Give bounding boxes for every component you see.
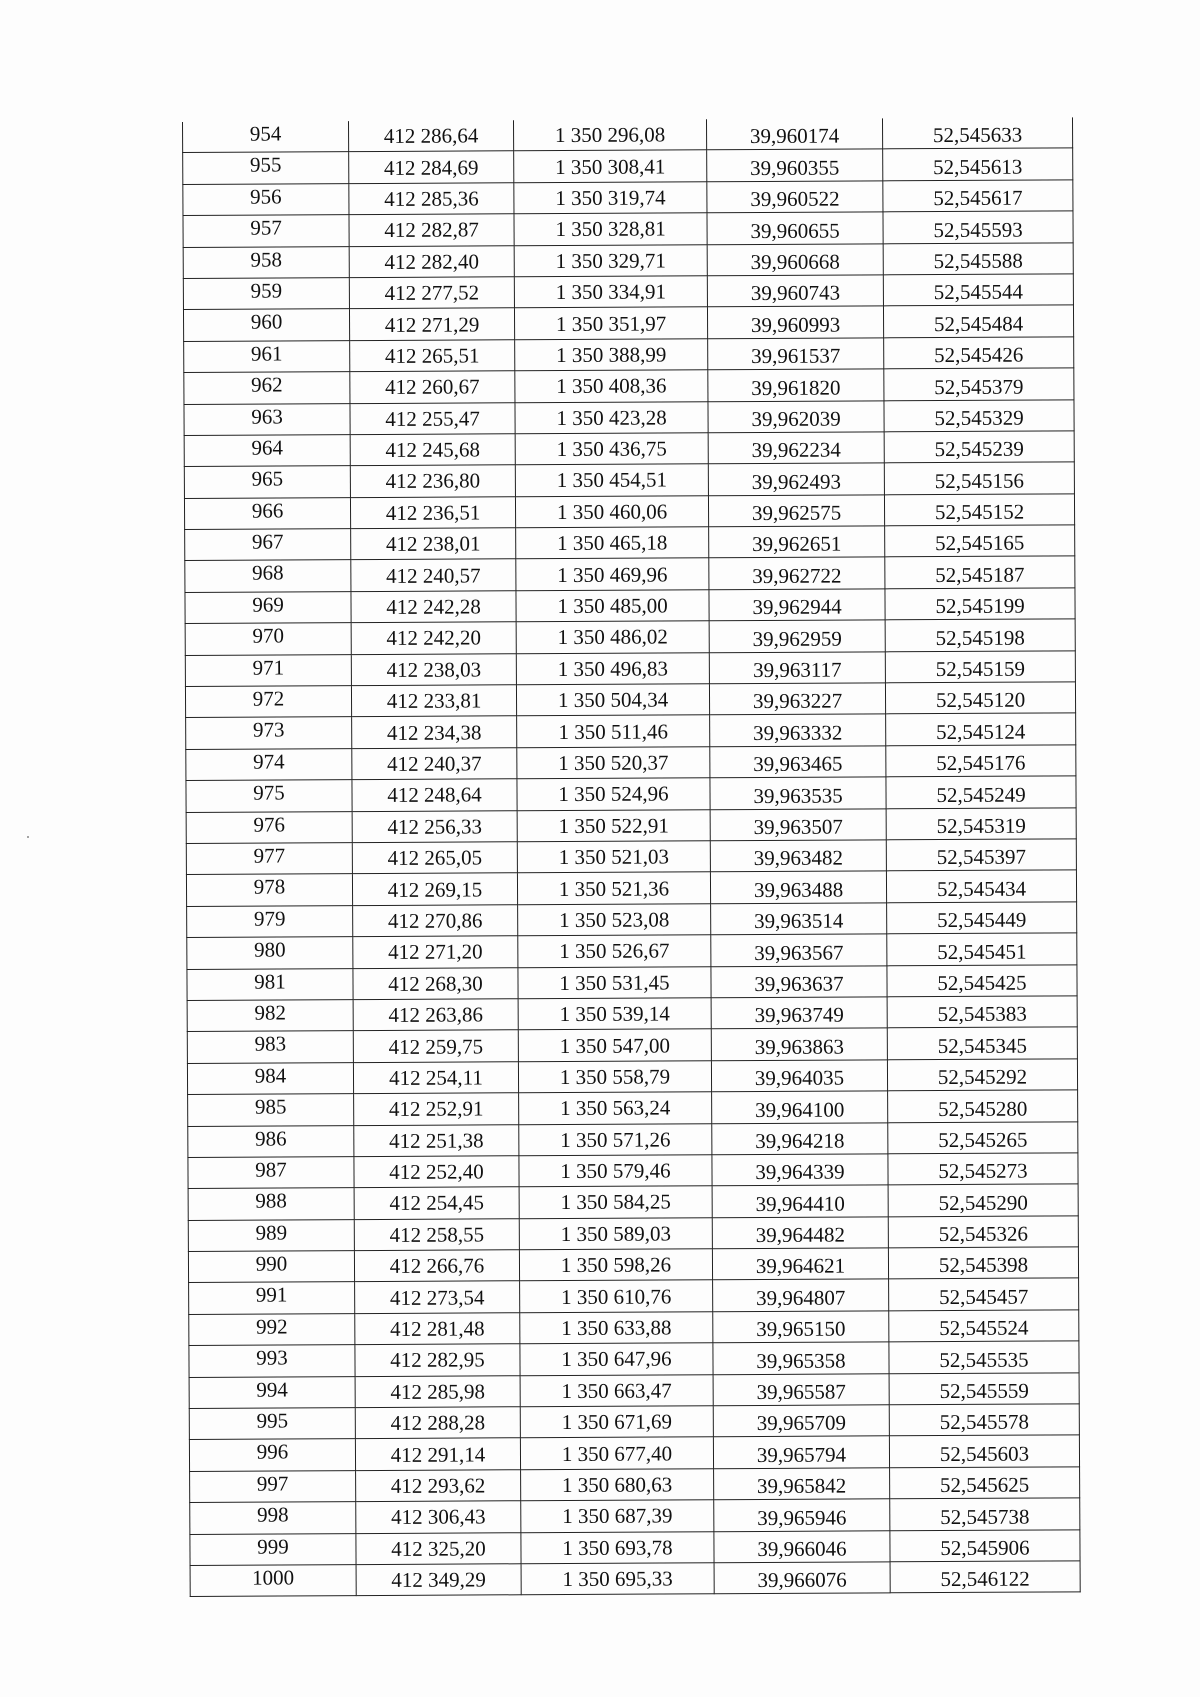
longitude-cell: 39,966076 (714, 1562, 890, 1594)
latitude-cell: 52,545426 (884, 337, 1074, 369)
latitude-cell: 52,545625 (890, 1467, 1080, 1499)
latitude-cell: 52,545457 (889, 1278, 1079, 1310)
y-coordinate-cell: 1 350 589,03 (519, 1217, 712, 1249)
coordinates-table-body (183, 117, 1081, 1596)
y-coordinate-cell: 1 350 485,00 (516, 590, 709, 622)
x-coordinate-cell: 412 268,30 (353, 967, 518, 999)
point-number-cell: 989 (188, 1219, 354, 1251)
table-row (189, 1278, 1079, 1314)
table-row (187, 1027, 1077, 1063)
longitude-cell: 39,960522 (707, 181, 883, 213)
latitude-cell: 52,545398 (888, 1247, 1078, 1279)
y-coordinate-cell: 1 350 465,18 (516, 527, 709, 559)
latitude-cell: 52,545152 (884, 494, 1074, 526)
latitude-cell: 52,545292 (887, 1059, 1077, 1091)
point-number-cell: 992 (189, 1313, 355, 1345)
latitude-cell: 52,545345 (887, 1027, 1077, 1059)
table-row (183, 148, 1073, 184)
y-coordinate-cell: 1 350 571,26 (519, 1123, 712, 1155)
y-coordinate-cell: 1 350 547,00 (518, 1029, 711, 1061)
table-row (184, 337, 1074, 373)
x-coordinate-cell: 412 282,40 (349, 245, 514, 277)
point-number-cell: 966 (184, 497, 350, 529)
table-row (183, 211, 1073, 247)
table-row (189, 1310, 1079, 1346)
longitude-cell: 39,964807 (713, 1279, 889, 1311)
x-coordinate-cell: 412 325,20 (356, 1532, 521, 1564)
y-coordinate-cell: 1 350 388,99 (515, 338, 708, 370)
longitude-cell: 39,965150 (713, 1311, 889, 1343)
longitude-cell: 39,962944 (709, 589, 885, 621)
x-coordinate-cell: 412 259,75 (353, 1030, 518, 1062)
longitude-cell: 39,963465 (710, 746, 886, 778)
x-coordinate-cell: 412 282,87 (349, 214, 514, 246)
scan-speck (27, 836, 29, 838)
latitude-cell: 52,546122 (890, 1561, 1080, 1593)
point-number-cell: 983 (187, 1031, 353, 1063)
longitude-cell: 39,963637 (711, 965, 887, 997)
longitude-cell: 39,963567 (711, 934, 887, 966)
latitude-cell: 52,545379 (884, 368, 1074, 400)
point-number-cell: 975 (186, 780, 352, 812)
y-coordinate-cell: 1 350 563,24 (519, 1092, 712, 1124)
point-number-cell: 993 (189, 1345, 355, 1377)
y-coordinate-cell: 1 350 329,71 (514, 244, 707, 276)
x-coordinate-cell: 412 285,98 (355, 1375, 520, 1407)
x-coordinate-cell: 412 252,40 (354, 1156, 519, 1188)
x-coordinate-cell: 412 282,95 (355, 1344, 520, 1376)
x-coordinate-cell: 412 288,28 (355, 1407, 520, 1439)
point-number-cell: 956 (183, 183, 349, 215)
y-coordinate-cell: 1 350 522,91 (517, 809, 710, 841)
table-row (185, 682, 1075, 718)
latitude-cell: 52,545613 (883, 148, 1073, 180)
x-coordinate-cell: 412 271,20 (353, 936, 518, 968)
x-coordinate-cell: 412 260,67 (350, 371, 515, 403)
y-coordinate-cell: 1 350 504,34 (516, 684, 709, 716)
point-number-cell: 958 (183, 246, 349, 278)
longitude-cell: 39,963863 (711, 1028, 887, 1060)
y-coordinate-cell: 1 350 328,81 (514, 213, 707, 245)
latitude-cell: 52,545239 (884, 431, 1074, 463)
latitude-cell: 52,545603 (889, 1435, 1079, 1467)
latitude-cell: 52,545434 (886, 870, 1076, 902)
x-coordinate-cell: 412 284,69 (349, 151, 514, 183)
x-coordinate-cell: 412 233,81 (351, 685, 516, 717)
y-coordinate-cell: 1 350 558,79 (518, 1060, 711, 1092)
x-coordinate-cell: 412 258,55 (354, 1218, 519, 1250)
y-coordinate-cell: 1 350 523,08 (518, 904, 711, 936)
latitude-cell: 52,545187 (885, 556, 1075, 588)
point-number-cell: 960 (183, 309, 349, 341)
table-row (186, 807, 1076, 843)
y-coordinate-cell: 1 350 671,69 (520, 1406, 713, 1438)
latitude-cell: 52,545329 (884, 399, 1074, 431)
longitude-cell: 39,962651 (709, 526, 885, 558)
table-row (189, 1404, 1079, 1440)
x-coordinate-cell: 412 242,28 (351, 591, 516, 623)
longitude-cell: 39,960655 (707, 212, 883, 244)
latitude-cell: 52,545176 (886, 745, 1076, 777)
y-coordinate-cell: 1 350 526,67 (518, 935, 711, 967)
x-coordinate-cell: 412 234,38 (352, 716, 517, 748)
longitude-cell: 39,964339 (712, 1154, 888, 1186)
point-number-cell: 968 (185, 560, 351, 592)
point-number-cell: 982 (187, 1000, 353, 1032)
latitude-cell: 52,545120 (885, 682, 1075, 714)
x-coordinate-cell: 412 263,86 (353, 999, 518, 1031)
table-row (188, 1090, 1078, 1126)
point-number-cell: 965 (184, 466, 350, 498)
table-row (187, 902, 1077, 938)
x-coordinate-cell: 412 238,03 (351, 653, 516, 685)
latitude-cell: 52,545524 (889, 1310, 1079, 1342)
y-coordinate-cell: 1 350 647,96 (520, 1343, 713, 1375)
table-row (188, 1121, 1078, 1157)
longitude-cell: 39,965946 (714, 1499, 890, 1531)
x-coordinate-cell: 412 255,47 (350, 402, 515, 434)
table-row (188, 1247, 1078, 1283)
longitude-cell: 39,965794 (713, 1436, 889, 1468)
longitude-cell: 39,964482 (712, 1216, 888, 1248)
longitude-cell: 39,965358 (713, 1342, 889, 1374)
x-coordinate-cell: 412 281,48 (355, 1313, 520, 1345)
y-coordinate-cell: 1 350 633,88 (520, 1312, 713, 1344)
table-row (190, 1498, 1080, 1534)
longitude-cell: 39,966046 (714, 1530, 890, 1562)
point-number-cell: 963 (184, 403, 350, 435)
y-coordinate-cell: 1 350 521,36 (517, 872, 710, 904)
latitude-cell: 52,545633 (882, 117, 1072, 149)
latitude-cell: 52,545544 (883, 274, 1073, 306)
table-row (184, 368, 1074, 404)
latitude-cell: 52,545156 (884, 462, 1074, 494)
point-number-cell: 969 (185, 591, 351, 623)
table-row (185, 525, 1075, 561)
table-row (187, 1059, 1077, 1095)
point-number-cell: 995 (189, 1408, 355, 1440)
latitude-cell: 52,545535 (889, 1341, 1079, 1373)
latitude-cell: 52,545319 (886, 807, 1076, 839)
latitude-cell: 52,545617 (883, 180, 1073, 212)
y-coordinate-cell: 1 350 454,51 (515, 464, 708, 496)
table-row (185, 588, 1075, 624)
point-number-cell: 974 (186, 748, 352, 780)
table-row (189, 1372, 1079, 1408)
table-row (184, 431, 1074, 467)
point-number-cell: 984 (187, 1062, 353, 1094)
table-row (183, 117, 1073, 153)
longitude-cell: 39,965709 (713, 1405, 889, 1437)
table-row (186, 776, 1076, 812)
latitude-cell: 52,545383 (887, 996, 1077, 1028)
y-coordinate-cell: 1 350 531,45 (518, 966, 711, 998)
point-number-cell: 954 (183, 121, 349, 153)
y-coordinate-cell: 1 350 598,26 (519, 1249, 712, 1281)
point-number-cell: 994 (189, 1376, 355, 1408)
latitude-cell: 52,545290 (888, 1184, 1078, 1216)
x-coordinate-cell: 412 270,86 (353, 905, 518, 937)
point-number-cell: 990 (188, 1251, 354, 1283)
point-number-cell: 961 (184, 340, 350, 372)
table-row (183, 180, 1073, 216)
point-number-cell: 971 (185, 654, 351, 686)
table-row (188, 1153, 1078, 1189)
point-number-cell: 979 (187, 905, 353, 937)
latitude-cell: 52,545738 (890, 1498, 1080, 1530)
table-row (187, 996, 1077, 1032)
longitude-cell: 39,963117 (709, 651, 885, 683)
y-coordinate-cell: 1 350 496,83 (516, 652, 709, 684)
x-coordinate-cell: 412 277,52 (349, 277, 514, 309)
table-row (183, 305, 1073, 341)
table-row (190, 1529, 1080, 1565)
x-coordinate-cell: 412 271,29 (349, 308, 514, 340)
point-number-cell: 970 (185, 623, 351, 655)
y-coordinate-cell: 1 350 677,40 (520, 1437, 713, 1469)
x-coordinate-cell: 412 266,76 (354, 1250, 519, 1282)
x-coordinate-cell: 412 265,51 (350, 339, 515, 371)
table-row (184, 462, 1074, 498)
x-coordinate-cell: 412 349,29 (356, 1564, 521, 1596)
x-coordinate-cell: 412 256,33 (352, 810, 517, 842)
x-coordinate-cell: 412 240,37 (352, 748, 517, 780)
latitude-cell: 52,545159 (885, 650, 1075, 682)
point-number-cell: 978 (186, 874, 352, 906)
longitude-cell: 39,963482 (710, 840, 886, 872)
latitude-cell: 52,545124 (886, 713, 1076, 745)
longitude-cell: 39,965587 (713, 1373, 889, 1405)
table-row (186, 870, 1076, 906)
latitude-cell: 52,545249 (886, 776, 1076, 808)
y-coordinate-cell: 1 350 579,46 (519, 1155, 712, 1187)
table-row (183, 274, 1073, 310)
y-coordinate-cell: 1 350 687,39 (521, 1500, 714, 1532)
point-number-cell: 962 (184, 372, 350, 404)
coordinates-table-container (182, 122, 1072, 1597)
x-coordinate-cell: 412 248,64 (352, 779, 517, 811)
point-number-cell: 996 (189, 1439, 355, 1471)
longitude-cell: 39,962722 (709, 557, 885, 589)
table-row (185, 619, 1075, 655)
point-number-cell: 973 (186, 717, 352, 749)
x-coordinate-cell: 412 269,15 (352, 873, 517, 905)
point-number-cell: 997 (190, 1470, 356, 1502)
x-coordinate-cell: 412 291,14 (355, 1438, 520, 1470)
y-coordinate-cell: 1 350 584,25 (519, 1186, 712, 1218)
point-number-cell: 998 (190, 1502, 356, 1534)
longitude-cell: 39,963535 (710, 777, 886, 809)
latitude-cell: 52,545280 (888, 1090, 1078, 1122)
table-row (190, 1467, 1080, 1503)
x-coordinate-cell: 412 265,05 (352, 842, 517, 874)
y-coordinate-cell: 1 350 520,37 (517, 747, 710, 779)
y-coordinate-cell: 1 350 610,76 (520, 1280, 713, 1312)
table-row (188, 1184, 1078, 1220)
point-number-cell: 988 (188, 1188, 354, 1220)
x-coordinate-cell: 412 252,91 (354, 1093, 519, 1125)
y-coordinate-cell: 1 350 423,28 (515, 401, 708, 433)
table-row (184, 399, 1074, 435)
point-number-cell: 1000 (190, 1565, 356, 1597)
table-row (190, 1561, 1080, 1597)
longitude-cell: 39,964100 (712, 1091, 888, 1123)
longitude-cell: 39,962575 (708, 495, 884, 527)
latitude-cell: 52,545397 (886, 839, 1076, 871)
latitude-cell: 52,545906 (890, 1529, 1080, 1561)
x-coordinate-cell: 412 236,51 (350, 496, 515, 528)
latitude-cell: 52,545449 (887, 902, 1077, 934)
table-row (186, 713, 1076, 749)
longitude-cell: 39,962493 (708, 463, 884, 495)
longitude-cell: 39,961820 (708, 369, 884, 401)
longitude-cell: 39,960993 (707, 306, 883, 338)
x-coordinate-cell: 412 238,01 (351, 528, 516, 560)
longitude-cell: 39,965842 (714, 1468, 890, 1500)
point-number-cell: 999 (190, 1533, 356, 1565)
longitude-cell: 39,960743 (707, 275, 883, 307)
longitude-cell: 39,963332 (710, 714, 886, 746)
latitude-cell: 52,545326 (888, 1215, 1078, 1247)
latitude-cell: 52,545273 (888, 1153, 1078, 1185)
x-coordinate-cell: 412 306,43 (356, 1501, 521, 1533)
coordinates-table (182, 117, 1081, 1597)
point-number-cell: 985 (188, 1094, 354, 1126)
latitude-cell: 52,545165 (885, 525, 1075, 557)
table-row (187, 964, 1077, 1000)
point-number-cell: 981 (187, 968, 353, 1000)
point-number-cell: 959 (183, 278, 349, 310)
longitude-cell: 39,962039 (708, 400, 884, 432)
y-coordinate-cell: 1 350 511,46 (517, 715, 710, 747)
latitude-cell: 52,545198 (885, 619, 1075, 651)
y-coordinate-cell: 1 350 296,08 (513, 119, 706, 151)
y-coordinate-cell: 1 350 693,78 (521, 1531, 714, 1563)
longitude-cell: 39,964621 (712, 1248, 888, 1280)
longitude-cell: 39,963514 (711, 903, 887, 935)
table-row (184, 494, 1074, 530)
longitude-cell: 39,962959 (709, 620, 885, 652)
longitude-cell: 39,960668 (707, 243, 883, 275)
longitude-cell: 39,961537 (708, 338, 884, 370)
longitude-cell: 39,962234 (708, 432, 884, 464)
latitude-cell: 52,545484 (883, 305, 1073, 337)
table-row (187, 933, 1077, 969)
longitude-cell: 39,963749 (711, 997, 887, 1029)
y-coordinate-cell: 1 350 460,06 (515, 495, 708, 527)
x-coordinate-cell: 412 254,45 (354, 1187, 519, 1219)
point-number-cell: 980 (187, 937, 353, 969)
longitude-cell: 39,960355 (707, 149, 883, 181)
x-coordinate-cell: 412 240,57 (351, 559, 516, 591)
latitude-cell: 52,545578 (889, 1404, 1079, 1436)
point-number-cell: 987 (188, 1157, 354, 1189)
x-coordinate-cell: 412 245,68 (350, 434, 515, 466)
table-row (185, 650, 1075, 686)
longitude-cell: 39,964218 (712, 1122, 888, 1154)
y-coordinate-cell: 1 350 695,33 (521, 1563, 714, 1595)
x-coordinate-cell: 412 293,62 (356, 1470, 521, 1502)
latitude-cell: 52,545593 (883, 211, 1073, 243)
x-coordinate-cell: 412 251,38 (354, 1124, 519, 1156)
latitude-cell: 52,545451 (887, 933, 1077, 965)
point-number-cell: 967 (185, 529, 351, 561)
point-number-cell: 972 (185, 686, 351, 718)
longitude-cell: 39,963227 (709, 683, 885, 715)
table-row (189, 1435, 1079, 1471)
longitude-cell: 39,964035 (711, 1060, 887, 1092)
point-number-cell: 957 (183, 215, 349, 247)
table-row (188, 1215, 1078, 1251)
y-coordinate-cell: 1 350 524,96 (517, 778, 710, 810)
table-row (186, 839, 1076, 875)
longitude-cell: 39,960174 (706, 118, 882, 150)
table-row (185, 556, 1075, 592)
x-coordinate-cell: 412 254,11 (353, 1061, 518, 1093)
point-number-cell: 964 (184, 435, 350, 467)
latitude-cell: 52,545425 (887, 964, 1077, 996)
y-coordinate-cell: 1 350 539,14 (518, 998, 711, 1030)
y-coordinate-cell: 1 350 486,02 (516, 621, 709, 653)
table-row (183, 242, 1073, 278)
point-number-cell: 976 (186, 811, 352, 843)
longitude-cell: 39,963488 (710, 871, 886, 903)
longitude-cell: 39,964410 (712, 1185, 888, 1217)
latitude-cell: 52,545199 (885, 588, 1075, 620)
x-coordinate-cell: 412 273,54 (355, 1281, 520, 1313)
y-coordinate-cell: 1 350 521,03 (517, 841, 710, 873)
longitude-cell: 39,963507 (710, 808, 886, 840)
y-coordinate-cell: 1 350 680,63 (521, 1469, 714, 1501)
latitude-cell: 52,545588 (883, 242, 1073, 274)
y-coordinate-cell: 1 350 334,91 (514, 276, 707, 308)
x-coordinate-cell: 412 285,36 (349, 183, 514, 215)
table-row (186, 745, 1076, 781)
latitude-cell: 52,545559 (889, 1372, 1079, 1404)
y-coordinate-cell: 1 350 351,97 (514, 307, 707, 339)
x-coordinate-cell: 412 236,80 (350, 465, 515, 497)
y-coordinate-cell: 1 350 408,36 (515, 370, 708, 402)
y-coordinate-cell: 1 350 308,41 (514, 150, 707, 182)
x-coordinate-cell: 412 286,64 (348, 120, 513, 152)
y-coordinate-cell: 1 350 663,47 (520, 1374, 713, 1406)
point-number-cell: 991 (189, 1282, 355, 1314)
table-row (189, 1341, 1079, 1377)
y-coordinate-cell: 1 350 436,75 (515, 433, 708, 465)
point-number-cell: 977 (186, 843, 352, 875)
y-coordinate-cell: 1 350 469,96 (516, 558, 709, 590)
x-coordinate-cell: 412 242,20 (351, 622, 516, 654)
y-coordinate-cell: 1 350 319,74 (514, 182, 707, 214)
point-number-cell: 955 (183, 152, 349, 184)
latitude-cell: 52,545265 (888, 1121, 1078, 1153)
point-number-cell: 986 (188, 1125, 354, 1157)
